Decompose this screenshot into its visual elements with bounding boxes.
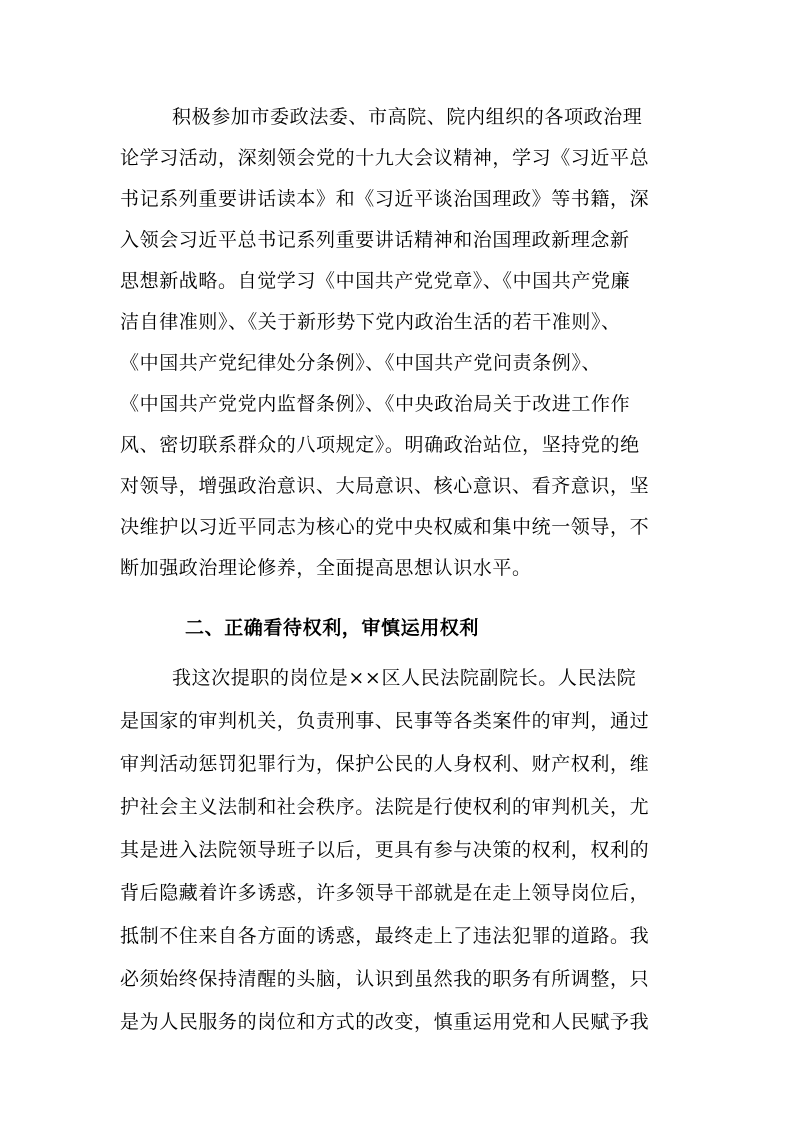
paragraph-1-line: 洁自律准则》、《关于新形势下党内政治生活的若干准则》、 [120,311,621,333]
paragraph-2-line: 背后隐藏着许多诱惑，许多领导干部就是在走上领导岗位后， [120,882,650,904]
paragraph-2-line: 护社会主义法制和社会秩序。法院是行使权利的审判机关，尤 [120,796,650,818]
paragraph-1-line: 思想新战略。自觉学习《中国共产党党章》、《中国共产党廉 [120,270,631,292]
paragraph-1-line: 积极参加市委政法委、市高院、院内组织的各项政治理 [172,106,643,128]
paragraph-1-line: 《中国共产党纪律处分条例》、《中国共产党问责条例》、 [120,352,602,374]
section-heading: 二、正确看待权利，审慎运用权利 [185,617,480,639]
paragraph-2-line: 我这次提职的岗位是××区人民法院副院长。人民法院 [172,667,637,689]
paragraph-2-line: 必须始终保持清醒的头脑，认识到虽然我的职务有所调整，只 [120,968,650,990]
paragraph-1-line: 对领导，增强政治意识、大局意识、核心意识、看齐意识，坚 [120,475,650,497]
paragraph-2-line: 抵制不住来自各方面的诱惑，最终走上了违法犯罪的道路。我 [120,925,650,947]
paragraph-1-line: 入领会习近平总书记系列重要讲话精神和治国理政新理念新 [120,229,630,251]
paragraph-1-line: 风、密切联系群众的八项规定》。明确政治站位，坚持党的绝 [120,434,640,456]
paragraph-2-line: 其是进入法院领导班子以后，更具有参与决策的权利，权利的 [120,839,650,861]
paragraph-1-line: 《中国共产党党内监督条例》、《中央政治局关于改进工作作 [120,393,631,415]
paragraph-2-line: 是为人民服务的岗位和方式的改变，慎重运用党和人民赋予我 [120,1011,650,1033]
paragraph-2-line: 是国家的审判机关，负责刑事、民事等各类案件的审判，通过 [120,710,650,732]
paragraph-1-line: 决维护以习近平同志为核心的党中央权威和集中统一领导，不 [120,516,650,538]
paragraph-1-line: 断加强政治理论修养，全面提高思想认识水平。 [120,557,532,579]
paragraph-1-line: 论学习活动，深刻领会党的十九大会议精神，学习《习近平总 [120,147,650,169]
paragraph-2-line: 审判活动惩罚犯罪行为，保护公民的人身权利、财产权利，维 [120,753,650,775]
paragraph-1-line: 书记系列重要讲话读本》和《习近平谈治国理政》等书籍，深 [120,188,650,210]
